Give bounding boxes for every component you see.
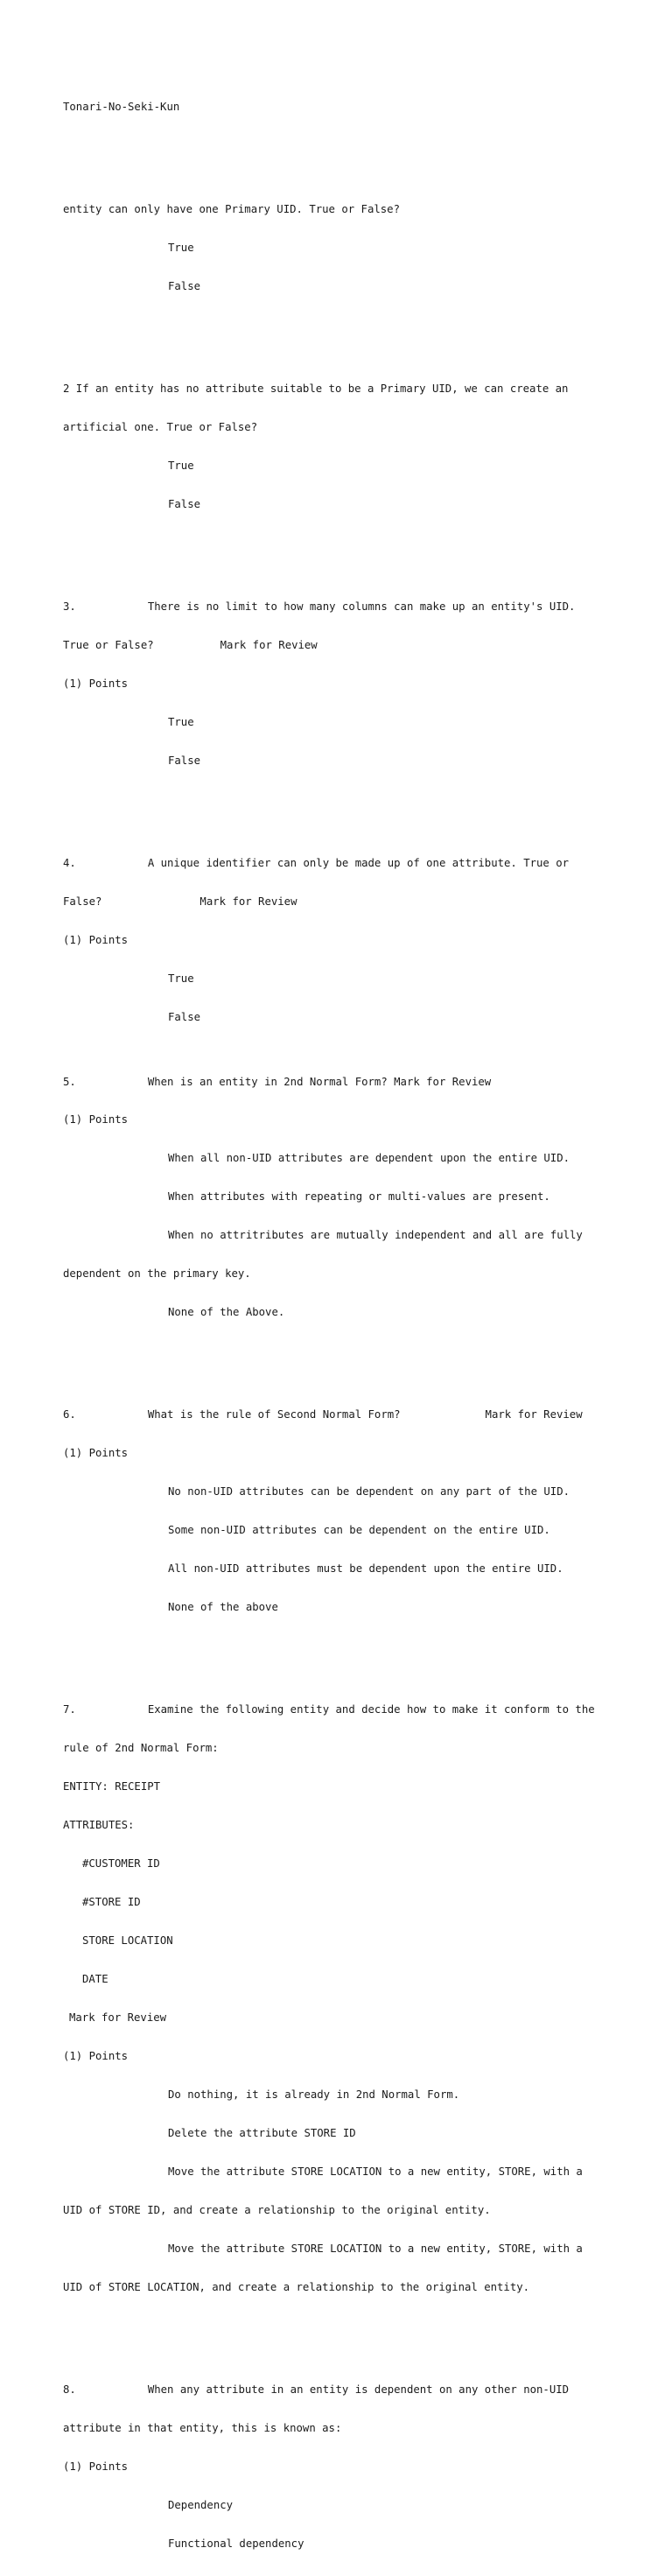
document-title: Tonari-No-Seki-Kun [63,100,180,113]
question-6-option-d: None of the above [168,1601,278,1614]
question-7-attribute-date: DATE [82,1973,108,1986]
question-7-option-a: Do nothing, it is already in 2nd Normal Form. [168,2088,460,2101]
question-6-number: 6. [63,1408,76,1421]
question-7-attribute-store-location: STORE LOCATION [82,1934,173,1948]
question-5-option-b: When attributes with repeating or multi-values are present. [168,1190,550,1204]
question-6-line-1 [63,1408,667,1421]
question-7-points: (1) Points [63,2050,129,2062]
question-3-points: (1) Points [63,677,129,691]
question-7-attributes-heading: ATTRIBUTES: [63,1819,135,1832]
question-4-text: A unique identifier can only be made up of one attribute. True or [147,857,570,870]
question-7-number: 7. [63,1703,76,1716]
question-8-continuation: attribute in that entity, this is known as: [63,2421,342,2434]
question-4-points: (1) Points [63,934,129,947]
question-4-line-2 [63,895,667,909]
question-7-option-d: Move the attribute STORE LOCATION to a new entity, STORE, with a [168,2242,583,2255]
question-3-continuation: True or False? [63,639,154,652]
question-7-mark-for-review[interactable]: Mark for Review [69,2011,167,2025]
question-8-text: When any attribute in an entity is dependent on any other non-UID [147,2383,570,2396]
question-3-line-2 [63,639,667,652]
question-2-option-true: True [168,460,194,473]
document-page [63,62,667,2576]
question-4-line-1 [63,857,667,870]
question-8-option-a: Dependency [168,2498,234,2511]
question-7-text: Examine the following entity and decide how to make it conform to the [147,1703,595,1716]
question-6-option-c: All non-UID attributes must be dependent upon the entire UID. [168,1562,564,1576]
question-3-text: There is no limit to how many columns can make up an entity's UID. [147,600,576,614]
question-8-points: (1) Points [63,2460,129,2473]
question-2-option-false: False [168,498,201,511]
question-7-option-b: Delete the attribute STORE ID [168,2126,356,2139]
question-4-number: 4. [63,857,76,870]
question-3-option-false: False [168,755,201,768]
question-5-line-1 [63,1076,667,1089]
question-5-option-d: None of the Above. [168,1306,285,1319]
question-5-text: When is an entity in 2nd Normal Form? Mark for Review [147,1075,492,1088]
question-7-continuation: rule of 2nd Normal Form: [63,1742,219,1755]
question-1-option-false: False [168,280,201,293]
question-8-line-1 [63,2383,667,2397]
question-5-number: 5. [63,1075,76,1088]
question-3-mark-for-review[interactable]: Mark for Review [220,639,318,652]
question-3-number: 3. [63,600,76,614]
question-4-option-true: True [168,972,194,986]
question-5-option-c-wrap: dependent on the primary key. [63,1267,251,1281]
question-6-option-a: No non-UID attributes can be dependent on any part of the UID. [168,1485,570,1499]
question-8-option-b: Functional dependency [168,2537,304,2550]
question-6-mark-for-review[interactable]: Mark for Review [485,1408,583,1421]
question-5-option-a: When all non-UID attributes are dependent upon the entire UID. [168,1152,570,1165]
question-3-line-1 [63,600,667,614]
question-4-continuation: False? [63,895,102,909]
question-2-text-line-1: 2 If an entity has no attribute suitable to be a Primary UID, we can create an [63,383,569,396]
question-6-points: (1) Points [63,1447,129,1460]
question-7-line-1 [63,1703,667,1716]
question-1-option-true: True [168,242,194,255]
question-4-mark-for-review[interactable]: Mark for Review [200,895,298,909]
question-2-text-line-2: artificial one. True or False? [63,421,258,434]
question-7-option-d-wrap: UID of STORE LOCATION, and create a relationship to the original entity. [63,2280,530,2293]
question-5-points: (1) Points [63,1113,129,1127]
question-1-text: entity can only have one Primary UID. True or False? [63,203,400,216]
question-3-option-true: True [168,716,194,729]
question-4-option-false: False [168,1011,201,1024]
question-7-option-c-wrap: UID of STORE ID, and create a relationship to the original entity. [63,2203,491,2216]
question-5-option-c: When no attritributes are mutually independent and all are fully [168,1229,583,1242]
question-6-option-b: Some non-UID attributes can be dependent on the entire UID. [168,1524,550,1537]
question-7-entity-name: ENTITY: RECEIPT [63,1780,161,1793]
question-6-text: What is the rule of Second Normal Form? [147,1408,401,1421]
question-8-number: 8. [63,2383,76,2396]
question-7-attribute-store-id: #STORE ID [82,1896,141,1909]
question-7-option-c: Move the attribute STORE LOCATION to a new entity, STORE, with a [168,2165,583,2178]
question-7-attribute-customer-id: #CUSTOMER ID [82,1857,160,1871]
